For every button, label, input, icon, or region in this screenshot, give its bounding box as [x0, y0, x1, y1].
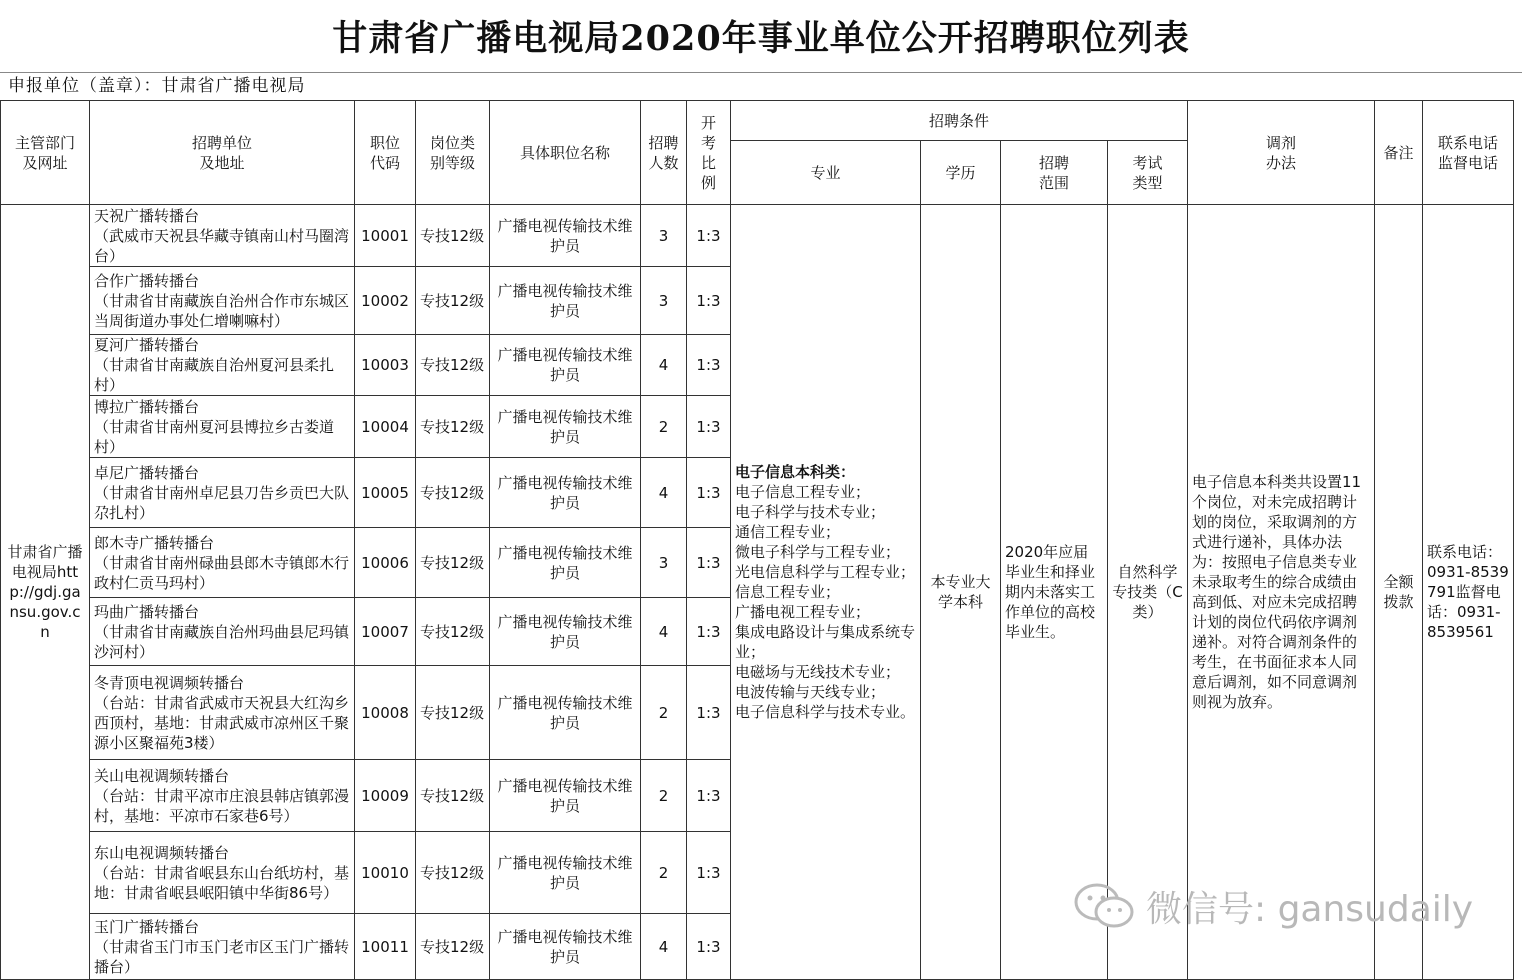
count-cell: 4	[641, 598, 687, 666]
position-cell: 广播电视传输技术维护员	[490, 458, 641, 528]
category-cell: 专技12级	[416, 335, 490, 396]
category-cell: 专技12级	[416, 914, 490, 980]
header-ratio: 开 考 比 例	[687, 101, 731, 205]
unit-cell	[90, 528, 355, 598]
unit-address: （甘肃省甘南州卓尼县刀告乡贡巴大队尕扎村）	[94, 483, 350, 522]
ratio-cell: 1:3	[687, 760, 731, 832]
count-cell: 4	[641, 458, 687, 528]
count-cell: 2	[641, 396, 687, 458]
ratio-cell: 1:3	[687, 666, 731, 760]
code-cell: 10003	[355, 335, 416, 396]
table-row	[1, 205, 1514, 267]
code-cell: 10006	[355, 528, 416, 598]
category-cell: 专技12级	[416, 760, 490, 832]
position-cell: 广播电视传输技术维护员	[490, 335, 641, 396]
major-line: 通信工程专业；	[735, 523, 841, 541]
major-line: 光电信息科学与工程专业；	[735, 563, 916, 581]
unit-cell	[90, 396, 355, 458]
code-cell: 10004	[355, 396, 416, 458]
ratio-cell: 1:3	[687, 396, 731, 458]
unit-name: 夏河广播转播台	[94, 336, 200, 354]
unit-name: 郎木寺广播转播台	[94, 533, 215, 552]
page-title: 甘肃省广播电视局2020年事业单位公开招聘职位列表	[332, 18, 1190, 59]
unit-address: （甘肃省甘南州夏河县博拉乡古娄道村）	[94, 417, 335, 456]
position-cell: 广播电视传输技术维护员	[490, 598, 641, 666]
header-adjust: 调剂 办法	[1188, 101, 1375, 205]
position-cell: 广播电视传输技术维护员	[490, 760, 641, 832]
wechat-icon	[1072, 881, 1136, 931]
major-line: 电子信息科学与技术专业。	[735, 703, 916, 721]
code-cell: 10008	[355, 666, 416, 760]
wechat-watermark	[1072, 878, 1473, 934]
header-code: 职位 代码	[355, 101, 416, 205]
count-cell: 4	[641, 335, 687, 396]
major-line: 信息工程专业；	[735, 583, 841, 601]
header-category: 岗位类 别等级	[416, 101, 490, 205]
ratio-cell: 1:3	[687, 914, 731, 980]
unit-name: 卓尼广播转播台	[94, 463, 200, 482]
unit-name: 关山电视调频转播台	[94, 766, 230, 785]
count-cell: 2	[641, 760, 687, 832]
unit-address: （台站：甘肃省岷县东山台纸坊村，基地：甘肃省岷县岷阳镇中华街86号）	[94, 863, 350, 902]
header-position: 具体职位名称	[490, 101, 641, 205]
count-cell: 2	[641, 832, 687, 914]
unit-name: 玉门广播转播台	[94, 917, 200, 936]
category-cell: 专技12级	[416, 396, 490, 458]
count-cell: 3	[641, 205, 687, 267]
scope-cell: 2020年应届毕业生和择业期内未落实工作单位的高校毕业生。	[1001, 205, 1108, 980]
ratio-cell: 1:3	[687, 335, 731, 396]
header-scope: 招聘 范围	[1001, 141, 1108, 205]
contact-cell: 联系电话：0931-8539791监督电话：0931-8539561	[1423, 205, 1514, 980]
major-heading: 电子信息本科类：	[735, 463, 856, 481]
adjust-cell: 电子信息本科类共设置11个岗位，对未完成招聘计划的岗位，采取调剂的方式进行递补，具体办法为：按照电子信息类专业未录取考生的综合成绩由高到低、对应未完成招聘计划的岗位代码依序调剂递补。对符合调剂条件的考生，在书面征求本人同意后调剂，如不同意调剂则视为放弃。	[1188, 205, 1375, 980]
unit-name: 合作广播转播台	[94, 271, 200, 290]
unit-address: （甘肃省玉门市玉门老市区玉门广播转播台）	[94, 937, 350, 976]
count-cell: 3	[641, 267, 687, 335]
exam-cell: 自然科学专技类（C类）	[1108, 205, 1188, 980]
unit-cell	[90, 458, 355, 528]
applying-unit-line: 申报单位（盖章）：甘肃省广播电视局	[8, 76, 306, 96]
unit-address: （武威市天祝县华藏寺镇南山村马圈湾台）	[94, 226, 350, 265]
unit-address: （甘肃省甘南州碌曲县郎木寺镇郎木行政村仁贡马玛村）	[94, 553, 350, 592]
code-cell: 10009	[355, 760, 416, 832]
header-major: 专业	[731, 141, 921, 205]
unit-name: 冬青顶电视调频转播台	[94, 673, 245, 692]
category-cell: 专技12级	[416, 598, 490, 666]
header-count: 招聘 人数	[641, 101, 687, 205]
position-cell: 广播电视传输技术维护员	[490, 267, 641, 335]
code-cell: 10007	[355, 598, 416, 666]
header-dept: 主管部门 及网址	[1, 101, 90, 205]
positions-table	[0, 100, 1514, 980]
code-cell: 10010	[355, 832, 416, 914]
unit-address: （台站：甘肃省武威市天祝县大红沟乡西顶村，基地：甘肃武威市凉州区千聚源小区聚福苑3楼）	[94, 693, 350, 752]
count-cell: 2	[641, 666, 687, 760]
code-cell: 10002	[355, 267, 416, 335]
ratio-cell: 1:3	[687, 528, 731, 598]
unit-cell	[90, 267, 355, 335]
unit-cell	[90, 598, 355, 666]
position-cell: 广播电视传输技术维护员	[490, 205, 641, 267]
major-line: 微电子科学与工程专业；	[735, 543, 901, 561]
remark-cell: 全额拨款	[1375, 205, 1423, 980]
category-cell: 专技12级	[416, 205, 490, 267]
ratio-cell: 1:3	[687, 598, 731, 666]
category-cell: 专技12级	[416, 528, 490, 598]
unit-cell	[90, 205, 355, 267]
category-cell: 专技12级	[416, 458, 490, 528]
count-cell: 4	[641, 914, 687, 980]
position-cell: 广播电视传输技术维护员	[490, 666, 641, 760]
position-cell: 广播电视传输技术维护员	[490, 528, 641, 598]
header-remark: 备注	[1375, 101, 1423, 205]
category-cell: 专技12级	[416, 666, 490, 760]
unit-name: 博拉广播转播台	[94, 397, 200, 416]
unit-cell	[90, 832, 355, 914]
major-line: 集成电路设计与集成系统专业；	[735, 623, 916, 661]
major-line: 电子信息工程专业；	[735, 483, 871, 501]
unit-address: （甘肃省甘南藏族自治州玛曲县尼玛镇沙河村）	[94, 622, 350, 661]
title-row	[0, 0, 1522, 73]
ratio-cell: 1:3	[687, 832, 731, 914]
code-cell: 10005	[355, 458, 416, 528]
unit-address: （甘肃省甘南藏族自治州合作市东城区当周街道办事处仁增喇嘛村）	[94, 291, 350, 330]
position-cell: 广播电视传输技术维护员	[490, 914, 641, 980]
education-cell: 本专业大学本科	[921, 205, 1001, 980]
unit-address: （台站：甘肃平凉市庄浪县韩店镇郭漫村，基地：平凉市石家巷6号）	[94, 786, 350, 825]
major-line: 广播电视工程专业；	[735, 603, 871, 621]
ratio-cell: 1:3	[687, 458, 731, 528]
dept-cell: 甘肃省广播电视局http://gdj.gansu.gov.cn	[1, 205, 90, 980]
unit-name: 东山电视调频转播台	[94, 843, 230, 862]
position-cell: 广播电视传输技术维护员	[490, 832, 641, 914]
unit-address: （甘肃省甘南藏族自治州夏河县柔扎村）	[94, 356, 335, 394]
header-conditions: 招聘条件	[731, 101, 1188, 141]
position-cell: 广播电视传输技术维护员	[490, 396, 641, 458]
unit-name: 玛曲广播转播台	[94, 602, 200, 621]
header-education: 学历	[921, 141, 1001, 205]
watermark-text: 微信号: gansudaily	[1146, 888, 1474, 930]
ratio-cell: 1:3	[687, 267, 731, 335]
category-cell: 专技12级	[416, 832, 490, 914]
unit-cell	[90, 666, 355, 760]
header-contact: 联系电话 监督电话	[1423, 101, 1514, 205]
major-line: 电波传输与天线专业；	[735, 683, 886, 701]
unit-cell	[90, 914, 355, 980]
count-cell: 3	[641, 528, 687, 598]
unit-cell	[90, 335, 355, 396]
major-line: 电磁场与无线技术专业；	[735, 663, 901, 681]
unit-cell	[90, 760, 355, 832]
header-unit: 招聘单位 及地址	[90, 101, 355, 205]
category-cell: 专技12级	[416, 267, 490, 335]
code-cell: 10001	[355, 205, 416, 267]
ratio-cell: 1:3	[687, 205, 731, 267]
major-cell	[731, 205, 921, 980]
unit-name: 天祝广播转播台	[94, 206, 200, 225]
code-cell: 10011	[355, 914, 416, 980]
header-exam: 考试 类型	[1108, 141, 1188, 205]
major-line: 电子科学与技术专业；	[735, 503, 886, 521]
